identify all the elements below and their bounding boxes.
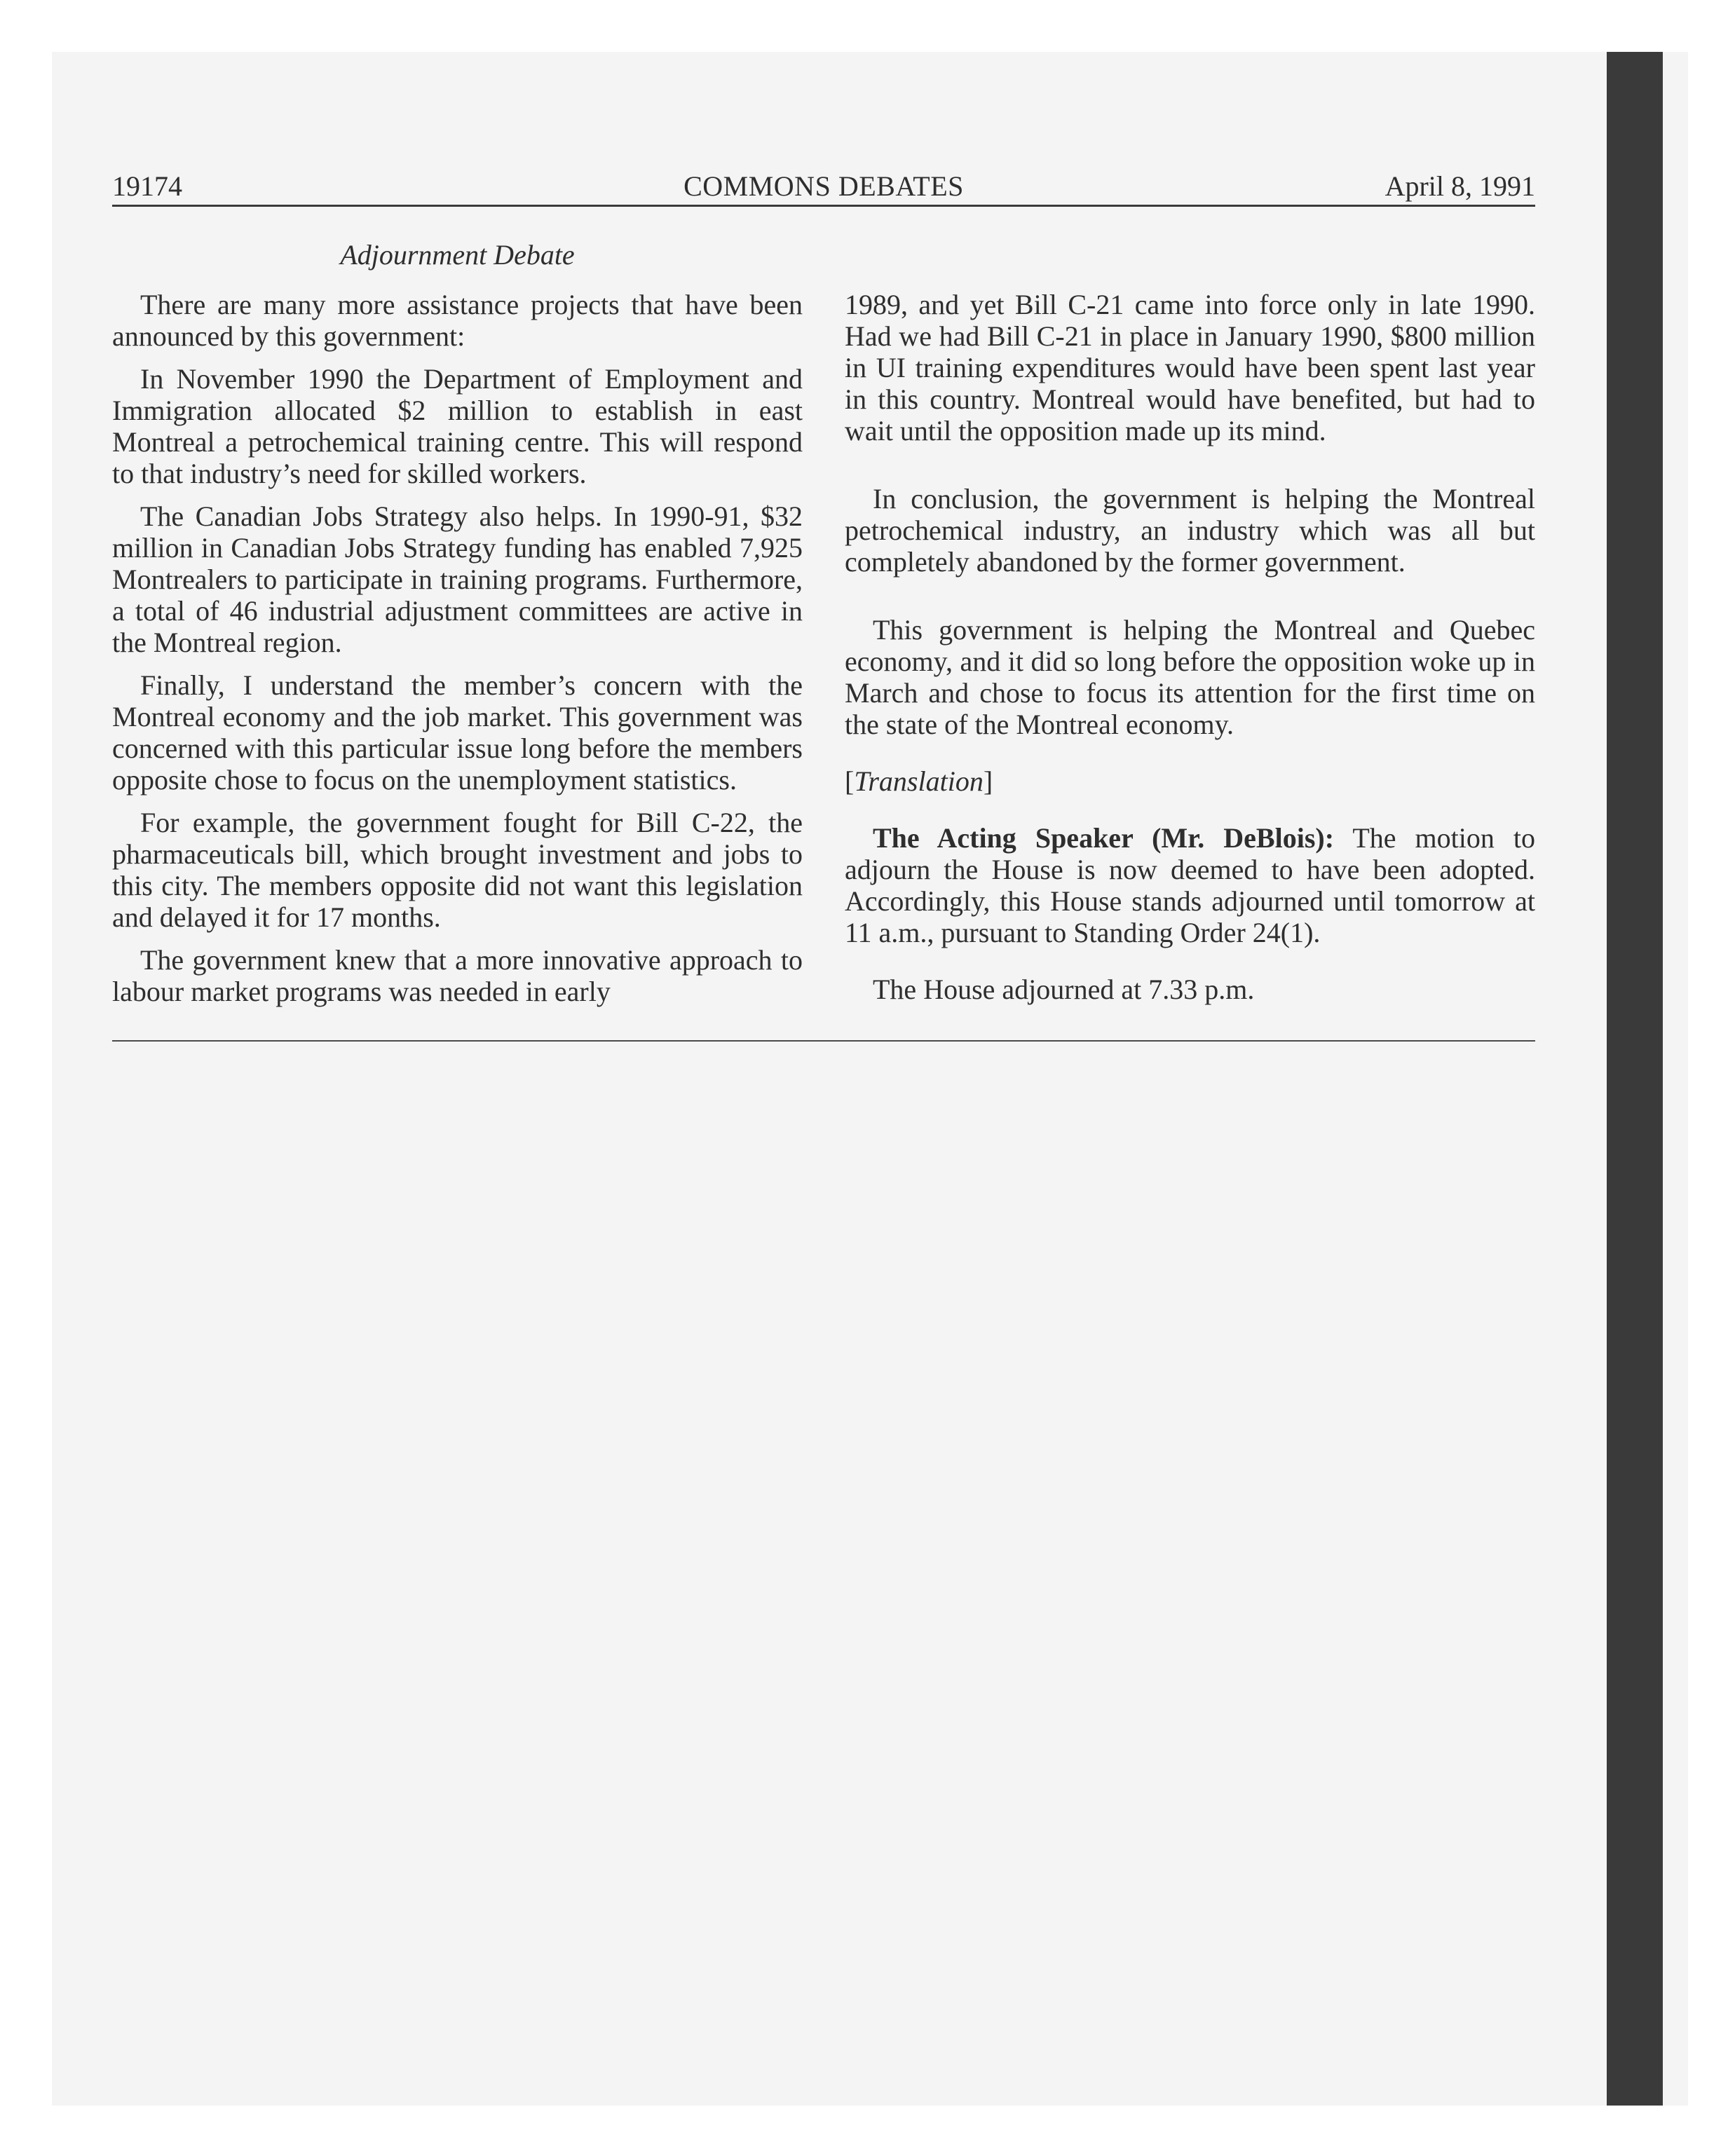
right-column xyxy=(845,289,1535,1016)
paragraph: The Canadian Jobs Strategy also helps. In 1990-91, $32 million in Canadian Jobs Strategy funding has enabled 7,925 Montrealers to participate in training programs. Furthermore, a total of 46 industrial adjustment committees are active in the Montreal region. xyxy=(112,500,803,658)
paragraph: In November 1990 the Department of Employment and Immigration allocated $2 million to establish in east Montreal a petrochemical training centre. This will respond to that industry’s need for skilled workers. xyxy=(112,363,803,489)
header-rule xyxy=(112,205,1535,207)
translation-label: [Translation] xyxy=(845,765,993,797)
paragraph: There are many more assistance projects that have been announced by this government: xyxy=(112,289,803,352)
paragraph-continuation: 1989, and yet Bill C-21 came into force only in late 1990. Had we had Bill C-21 in place in January 1990, $800 million in UI training expenditures would have been spent last year in this country. Montreal would have benefited, but had to wait until the opposition made up its mind. xyxy=(845,289,1535,446)
scan-dark-edge xyxy=(1607,52,1663,2106)
footer-rule xyxy=(112,1040,1535,1042)
running-header xyxy=(112,165,1535,207)
left-column xyxy=(112,289,803,1018)
paragraph: In conclusion, the government is helping the Montreal petrochemical industry, an industry which was all but completely abandoned by the former government. xyxy=(845,483,1535,578)
page-number: 19174 xyxy=(112,170,182,202)
speaker-statement: The motion to adjourn the House is now deemed to have been adopted. Accordingly, this House stands adjourned until tomorrow at 11 a.m., pursuant to Standing Order 24(1). xyxy=(845,822,1536,948)
publication-date: April 8, 1991 xyxy=(1384,170,1535,202)
paragraph: The government knew that a more innovative approach to labour market programs was needed in early xyxy=(112,944,803,1007)
closing-line: The House adjourned at 7.33 p.m. xyxy=(873,974,1255,1005)
translation-label-text: Translation xyxy=(854,765,984,797)
speaker-paragraph xyxy=(845,822,1535,948)
paragraph: This government is helping the Montreal and Quebec economy, and it did so long before the opposition woke up in March and chose to focus its attention for the first time on the state of the Montreal economy. xyxy=(845,614,1535,740)
paragraph: For example, the government fought for Bill C-22, the pharmaceuticals bill, which brought investment and jobs to this city. The members opposite did not want this legislation and delayed it for 17 months. xyxy=(112,807,803,933)
speaker-name: The Acting Speaker (Mr. DeBlois): xyxy=(873,822,1335,854)
publication-title: COMMONS DEBATES xyxy=(683,170,964,202)
section-title: Adjournment Debate xyxy=(340,239,575,271)
paragraph: Finally, I understand the member’s concern with the Montreal economy and the job market. This government was concerned with this particular issue long before the members opposite chose to focus on the unemployment statistics. xyxy=(112,669,803,796)
